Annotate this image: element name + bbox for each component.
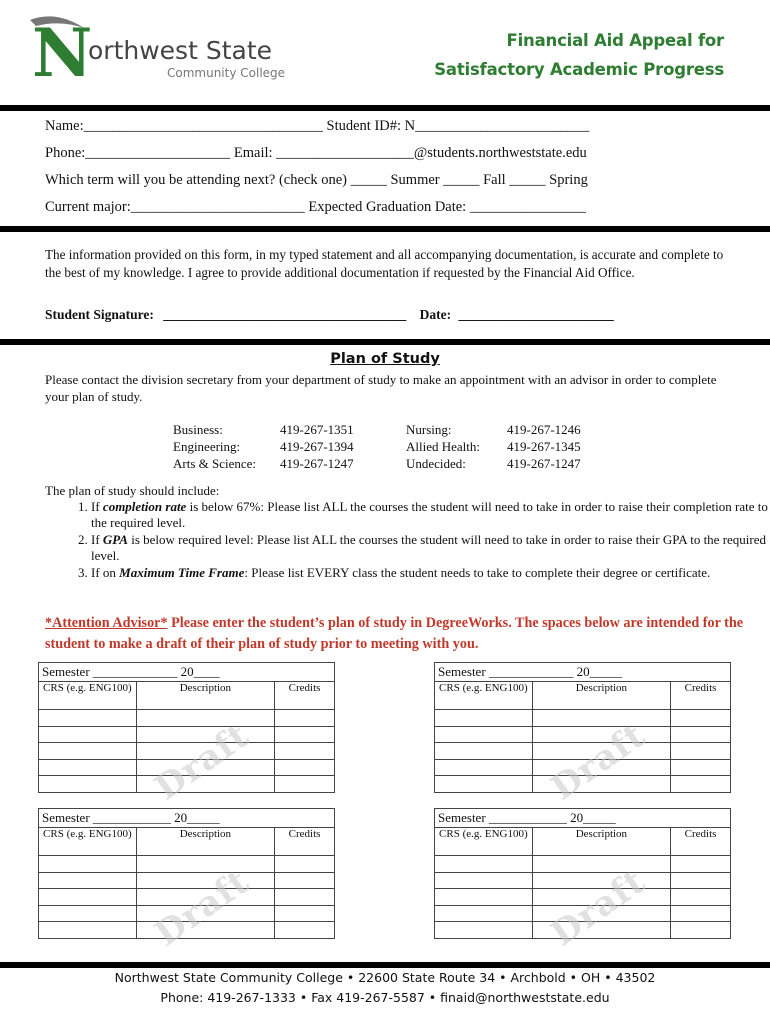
table-row [39, 905, 335, 922]
col-credits: Credits [671, 828, 731, 856]
description-cell[interactable] [532, 872, 670, 889]
dept-list-right [406, 421, 480, 472]
plan-heading: Plan of Study [330, 351, 440, 367]
col-crs: CRS (e.g. ENG100) [39, 682, 137, 710]
crs-cell[interactable] [435, 759, 533, 776]
credits-cell[interactable] [275, 872, 335, 889]
footer-contact: Phone: 419-267-1333 • Fax 419-267-5587 • finaid@northweststate.edu [160, 990, 610, 1005]
phone-list-right [507, 421, 581, 472]
phone-arts-science: 419-267-1247 [280, 456, 354, 471]
col-description: Description [136, 682, 274, 710]
description-cell[interactable] [136, 905, 274, 922]
include-list [45, 499, 770, 581]
form-title-line2: Satisfactory Academic Progress [434, 60, 724, 79]
signature-row [45, 307, 614, 323]
semester-field[interactable]: Semester _____________ 20____ [39, 663, 335, 682]
major-graduation-field[interactable]: Current major:________________________ Expected Graduation Date: ________________ [45, 199, 586, 215]
description-cell[interactable] [136, 889, 274, 906]
dept-list-left [173, 421, 256, 472]
col-description: Description [532, 828, 670, 856]
credits-cell[interactable] [671, 922, 731, 939]
credits-cell[interactable] [275, 856, 335, 873]
description-cell[interactable] [532, 743, 670, 760]
description-cell[interactable] [136, 726, 274, 743]
table-row [435, 776, 731, 793]
credits-cell[interactable] [671, 710, 731, 727]
table-row [435, 710, 731, 727]
crs-cell[interactable] [39, 922, 137, 939]
credits-cell[interactable] [671, 726, 731, 743]
credits-cell[interactable] [275, 726, 335, 743]
description-cell[interactable] [136, 776, 274, 793]
col-credits: Credits [275, 682, 335, 710]
date-field[interactable]: _______________________ [458, 307, 614, 322]
credits-cell[interactable] [275, 710, 335, 727]
phone-undecided: 419-267-1247 [507, 456, 581, 471]
crs-cell[interactable] [39, 710, 137, 727]
table-row [39, 856, 335, 873]
draft-watermark: Draft [148, 715, 257, 809]
credits-cell[interactable] [275, 922, 335, 939]
include-intro: The plan of study should include: [45, 483, 220, 498]
phone-allied-health: 419-267-1345 [507, 439, 581, 454]
term-field[interactable]: Which term will you be attending next? (check one) _____ Summer _____ Fall _____ Spring [45, 172, 588, 188]
credits-cell[interactable] [275, 889, 335, 906]
table-row [39, 776, 335, 793]
crs-cell[interactable] [435, 872, 533, 889]
divider [0, 339, 770, 345]
certification-text: The information provided on this form, in my typed statement and all accompanying documentation, is accurate and complete to the best of my knowledge. I agree to provide additional documentation if requested by the Financial Aid Office. [45, 247, 724, 280]
include-item: 1. If completion rate is below 67%: Please list ALL the courses the student will need to take in order to raise their completion rate to the required level. [91, 499, 770, 532]
crs-cell[interactable] [39, 759, 137, 776]
col-description: Description [136, 828, 274, 856]
table-row [39, 922, 335, 939]
plan-intro: Please contact the division secretary from your department of study to make an appointment with an advisor in order to complete your plan of study. [45, 372, 717, 404]
table-row [39, 743, 335, 760]
crs-cell[interactable] [39, 889, 137, 906]
semester-field[interactable]: Semester _____________ 20_____ [435, 663, 731, 682]
crs-cell[interactable] [435, 905, 533, 922]
semester-table [434, 662, 731, 793]
description-cell[interactable] [532, 759, 670, 776]
draft-watermark: Draft [544, 861, 653, 955]
logo-letter: N [32, 14, 93, 92]
phone-business: 419-267-1351 [280, 422, 354, 437]
crs-cell[interactable] [39, 776, 137, 793]
description-cell[interactable] [532, 710, 670, 727]
table-row [435, 872, 731, 889]
table-row [39, 872, 335, 889]
dept-engineering: Engineering: [173, 439, 241, 454]
credits-cell[interactable] [671, 759, 731, 776]
table-row [39, 759, 335, 776]
semester-table [38, 662, 335, 793]
crs-cell[interactable] [435, 743, 533, 760]
crs-cell[interactable] [435, 776, 533, 793]
col-crs: CRS (e.g. ENG100) [435, 828, 533, 856]
crs-cell[interactable] [39, 872, 137, 889]
crs-cell[interactable] [435, 856, 533, 873]
attention-label: *Attention Advisor* [45, 615, 168, 631]
description-cell[interactable] [136, 759, 274, 776]
col-crs: CRS (e.g. ENG100) [435, 682, 533, 710]
dept-arts-science: Arts & Science: [173, 456, 257, 471]
table-row [435, 856, 731, 873]
credits-cell[interactable] [671, 776, 731, 793]
form-title-line1: Financial Aid Appeal for [506, 31, 724, 50]
divider [0, 226, 770, 232]
phone-list-left [280, 421, 354, 472]
description-cell[interactable] [136, 872, 274, 889]
dept-business: Business: [173, 422, 223, 437]
crs-cell[interactable] [435, 726, 533, 743]
table-row [435, 759, 731, 776]
attention-text: Please enter the student’s plan of study in DegreeWorks. The spaces below are intended for the student to make a draft of their plan of study prior to meeting with you. [45, 615, 744, 652]
credits-cell[interactable] [275, 743, 335, 760]
date-label: Date: [419, 307, 452, 322]
signature-field[interactable]: ____________________________________ [163, 307, 407, 322]
attention-advisor [45, 613, 745, 655]
table-row [435, 905, 731, 922]
description-cell[interactable] [136, 710, 274, 727]
logo-name: orthwest State [88, 36, 272, 65]
crs-cell[interactable] [39, 856, 137, 873]
table-row [435, 726, 731, 743]
semester-field[interactable]: Semester ____________ 20_____ [39, 809, 335, 828]
credits-cell[interactable] [671, 856, 731, 873]
draft-watermark: Draft [544, 715, 653, 809]
col-description: Description [532, 682, 670, 710]
include-item: 3. If on Maximum Time Frame: Please list EVERY class the student needs to take to complete their degree or certificate. [91, 565, 770, 581]
table-row [39, 889, 335, 906]
footer-address: Northwest State Community College • 22600 State Route 34 • Archbold • OH • 43502 [114, 970, 656, 985]
crs-cell[interactable] [39, 743, 137, 760]
description-cell[interactable] [532, 776, 670, 793]
include-item: 2. If GPA is below required level: Please list ALL the courses the student will need to take in order to raise their GPA to the required level. [91, 532, 770, 565]
credits-cell[interactable] [671, 905, 731, 922]
crs-cell[interactable] [435, 889, 533, 906]
semester-field[interactable]: Semester ____________ 20_____ [435, 809, 731, 828]
table-row [39, 710, 335, 727]
dept-nursing: Nursing: [406, 422, 452, 437]
crs-cell[interactable] [435, 710, 533, 727]
credits-cell[interactable] [671, 889, 731, 906]
credits-cell[interactable] [275, 759, 335, 776]
crs-cell[interactable] [39, 905, 137, 922]
description-cell[interactable] [532, 905, 670, 922]
description-cell[interactable] [136, 743, 274, 760]
description-cell[interactable] [532, 889, 670, 906]
logo-subtitle: Community College [167, 66, 286, 80]
table-row [435, 743, 731, 760]
dept-allied-health: Allied Health: [406, 439, 481, 454]
description-cell[interactable] [136, 922, 274, 939]
table-row [435, 922, 731, 939]
crs-cell[interactable] [435, 922, 533, 939]
col-credits: Credits [671, 682, 731, 710]
credits-cell[interactable] [275, 905, 335, 922]
name-id-field[interactable]: Name:_________________________________ Student ID#: N________________________ [45, 118, 590, 134]
table-row [435, 889, 731, 906]
description-cell[interactable] [532, 726, 670, 743]
phone-engineering: 419-267-1394 [280, 439, 354, 454]
phone-nursing: 419-267-1246 [507, 422, 581, 437]
semester-table [38, 808, 335, 939]
col-credits: Credits [275, 828, 335, 856]
col-crs: CRS (e.g. ENG100) [39, 828, 137, 856]
description-cell[interactable] [532, 856, 670, 873]
table-row [39, 726, 335, 743]
college-logo [26, 14, 296, 92]
semester-table [434, 808, 731, 939]
credits-cell[interactable] [671, 872, 731, 889]
dept-undecided: Undecided: [406, 456, 466, 471]
crs-cell[interactable] [39, 726, 137, 743]
draft-watermark: Draft [148, 861, 257, 955]
signature-label: Student Signature: [45, 307, 154, 322]
credits-cell[interactable] [671, 743, 731, 760]
divider [0, 105, 770, 111]
phone-email-field[interactable]: Phone:____________________ Email: ___________________@students.northweststate.edu [45, 145, 587, 161]
credits-cell[interactable] [275, 776, 335, 793]
description-cell[interactable] [136, 856, 274, 873]
description-cell[interactable] [532, 922, 670, 939]
